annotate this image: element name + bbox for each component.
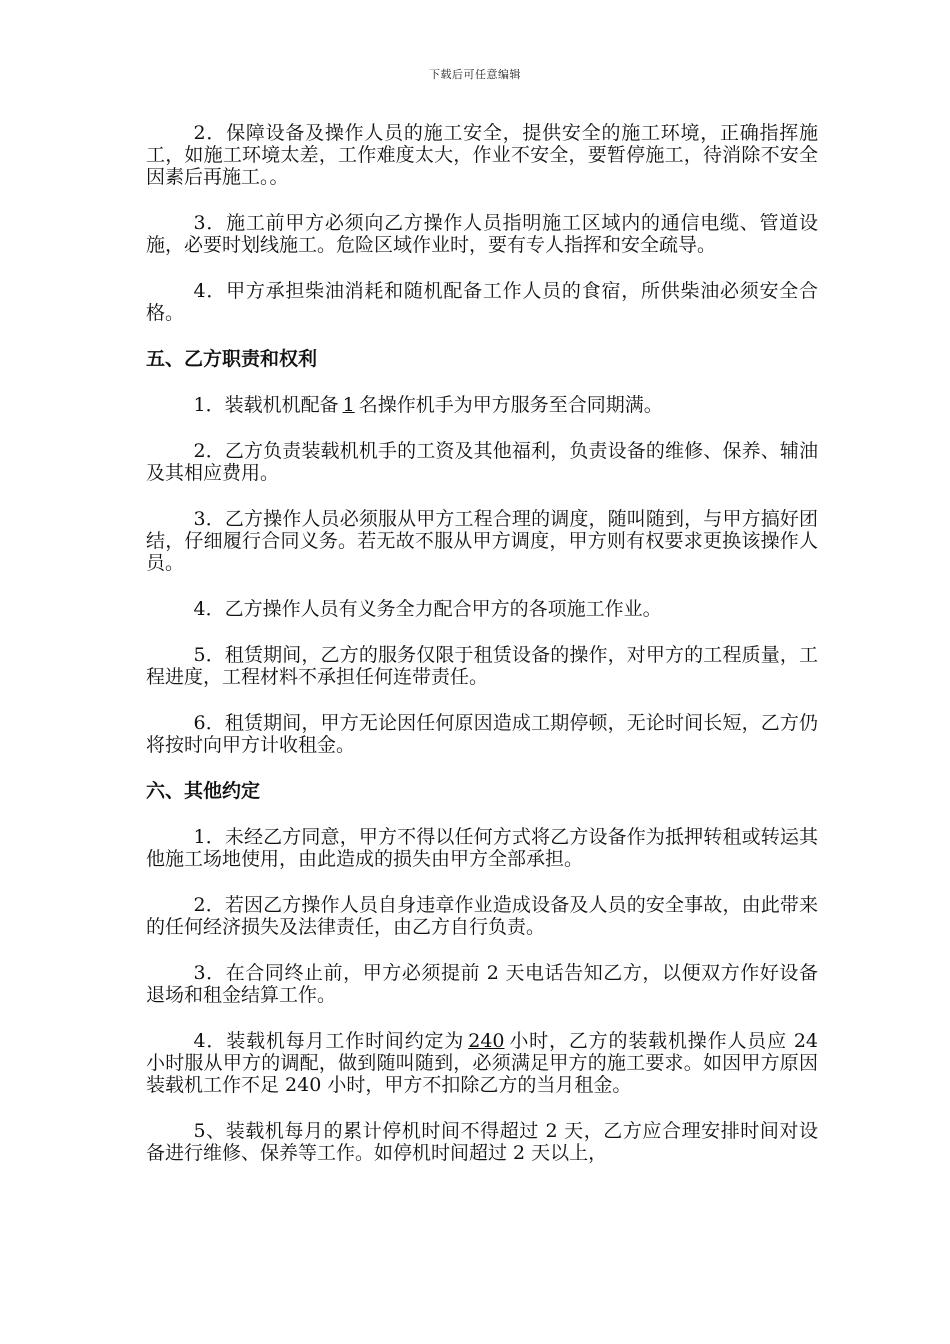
- clause-5-1-suffix: 名操作机手为甲方服务至合同期满。: [358, 394, 663, 416]
- clause-5-1-prefix: 1．装载机机配备: [193, 394, 339, 416]
- monthly-hours-value: 240: [468, 1030, 505, 1052]
- clause-4-3: 3．施工前甲方必须向乙方操作人员指明施工区域内的通信电缆、管道设施，必要时划线施工。危险区域作业时，要有专人指挥和安全疏导。: [146, 212, 818, 256]
- clause-4-2: 2．保障设备及操作人员的施工安全，提供安全的施工环境，正确指挥施工，如施工环境太差，工作难度太大，作业不安全，要暂停施工，待消除不安全因素后再施工。。: [146, 122, 818, 188]
- clause-5-5: 5．租赁期间，乙方的服务仅限于租赁设备的操作，对甲方的工程质量，工程进度，工程材料不承担任何连带责任。: [146, 644, 818, 688]
- clause-6-2: 2．若因乙方操作人员自身违章作业造成设备及人员的安全事故，由此带来的任何经济损失及法律责任，由乙方自行负责。: [146, 894, 818, 938]
- clause-5-6: 6．租赁期间，甲方无论因任何原因造成工期停顿，无论时间长短，乙方仍将按时向甲方计收租金。: [146, 712, 818, 756]
- section-5-heading: 五、乙方职责和权利: [146, 348, 318, 370]
- clause-6-3: 3．在合同终止前，甲方必须提前 2 天电话告知乙方，以便双方作好设备退场和租金结算工作。: [146, 962, 818, 1006]
- clause-5-4: 4．乙方操作人员有义务全力配合甲方的各项施工作业。: [193, 598, 662, 620]
- clause-6-4: [146, 1030, 818, 1096]
- clause-6-5: 5、装载机每月的累计停机时间不得超过 2 天，乙方应合理安排时间对设备进行维修、保养等工作。如停机时间超过 2 天以上，: [146, 1120, 818, 1164]
- clause-6-4-suffix: 小时，乙方的装载机操作人员应 24 小时服从甲方的调配，做到随叫随到，必须满足甲方的施工要求。如因甲方原因装载机工作不足 240 小时，甲方不扣除乙方的当月租金。: [146, 1030, 819, 1096]
- operator-count-value: 1: [342, 394, 355, 416]
- clause-5-2: 2．乙方负责装载机机手的工资及其他福利，负责设备的维修、保养、辅油及其相应费用。: [146, 440, 818, 484]
- clause-6-1: 1．未经乙方同意，甲方不得以任何方式将乙方设备作为抵押转租或转运其他施工场地使用，由此造成的损失由甲方全部承担。: [146, 826, 818, 870]
- section-6-heading: 六、其他约定: [146, 780, 261, 802]
- page-header: 下载后可任意编辑: [429, 68, 521, 81]
- clause-4-4: 4．甲方承担柴油消耗和随机配备工作人员的食宿，所供柴油必须安全合格。: [146, 280, 818, 324]
- clause-5-1: [146, 394, 818, 416]
- clause-6-4-prefix: 4．装载机每月工作时间约定为: [193, 1030, 465, 1052]
- clause-5-3: 3．乙方操作人员必须服从甲方工程合理的调度，随叫随到，与甲方搞好团结，仔细履行合同义务。若无故不服从甲方调度，甲方则有权要求更换该操作人员。: [146, 508, 818, 574]
- document-body: [146, 122, 818, 1188]
